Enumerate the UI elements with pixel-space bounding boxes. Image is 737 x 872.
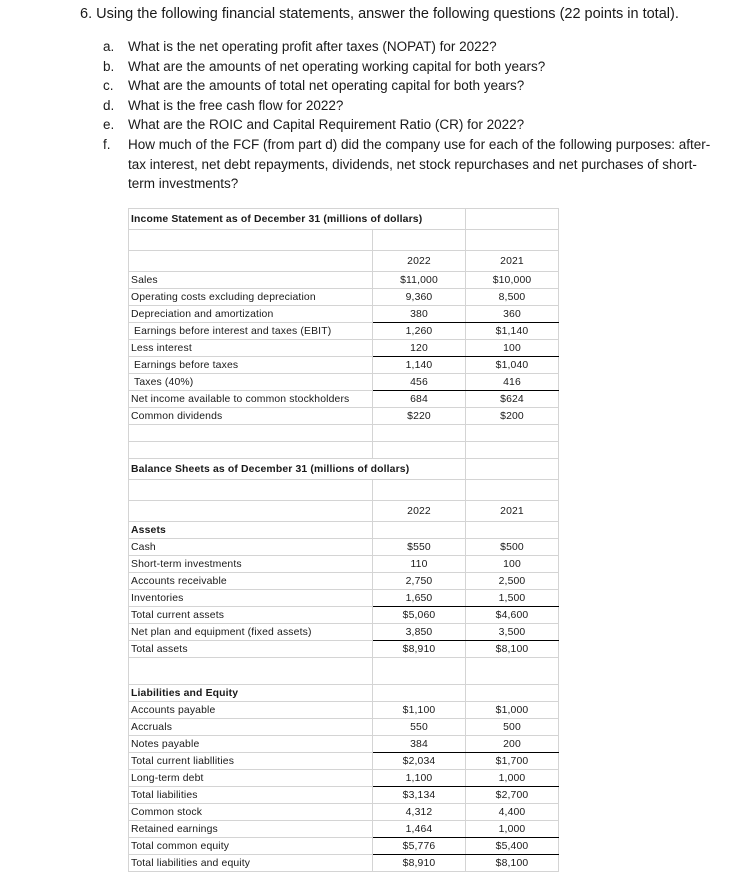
table-row bbox=[129, 821, 559, 838]
year-header-2021: 2021 bbox=[466, 501, 559, 522]
liabilities-heading: Liabilities and Equity bbox=[129, 685, 373, 702]
table-row bbox=[129, 702, 559, 719]
value-2022: $2,034 bbox=[373, 753, 466, 770]
value-2022: 4,312 bbox=[373, 804, 466, 821]
year-header-2021: 2021 bbox=[466, 251, 559, 272]
row-label: Earnings before taxes bbox=[129, 357, 373, 374]
row-label: Accruals bbox=[129, 719, 373, 736]
balance-sheet-title: Balance Sheets as of December 31 (millions of dollars) bbox=[129, 459, 466, 480]
value-2021: $8,100 bbox=[466, 855, 559, 872]
question-item-b bbox=[103, 57, 723, 77]
table-row bbox=[129, 787, 559, 804]
table-row bbox=[129, 340, 559, 357]
empty-cell bbox=[373, 230, 466, 251]
value-2021: $1,140 bbox=[466, 323, 559, 340]
row-label: Retained earnings bbox=[129, 821, 373, 838]
row-label: Total liabilities bbox=[129, 787, 373, 804]
row-label: Total current assets bbox=[129, 607, 373, 624]
row-label: Taxes (40%) bbox=[129, 374, 373, 391]
empty-cell bbox=[466, 685, 559, 702]
row-label: Total liabilities and equity bbox=[129, 855, 373, 872]
value-2022: 384 bbox=[373, 736, 466, 753]
empty-cell bbox=[466, 658, 559, 685]
question-letter: d. bbox=[103, 97, 115, 113]
row-label: Net plan and equipment (fixed assets) bbox=[129, 624, 373, 641]
row-label: Notes payable bbox=[129, 736, 373, 753]
table-row bbox=[129, 590, 559, 607]
value-2022: $8,910 bbox=[373, 855, 466, 872]
row-label: Accounts payable bbox=[129, 702, 373, 719]
table-row bbox=[129, 770, 559, 787]
value-2021: $2,700 bbox=[466, 787, 559, 804]
question-item-d bbox=[103, 96, 723, 116]
value-2022: 1,100 bbox=[373, 770, 466, 787]
table-row bbox=[129, 641, 559, 658]
value-2021: 500 bbox=[466, 719, 559, 736]
row-label: Short-term investments bbox=[129, 556, 373, 573]
table-row bbox=[129, 272, 559, 289]
table-row bbox=[129, 357, 559, 374]
empty-cell bbox=[466, 459, 559, 480]
row-label: Long-term debt bbox=[129, 770, 373, 787]
question-letter: c. bbox=[103, 78, 114, 94]
table-row bbox=[129, 556, 559, 573]
empty-cell bbox=[129, 425, 373, 442]
value-2022: $1,100 bbox=[373, 702, 466, 719]
value-2021: $8,100 bbox=[466, 641, 559, 658]
table-row bbox=[129, 838, 559, 855]
question-text: What are the amounts of total net operating capital for both years? bbox=[128, 78, 525, 94]
table-row bbox=[129, 374, 559, 391]
table-row bbox=[129, 289, 559, 306]
value-2022: $5,060 bbox=[373, 607, 466, 624]
question-item-e bbox=[103, 115, 723, 135]
assets-heading-row bbox=[129, 522, 559, 539]
financial-statements-table bbox=[128, 208, 559, 872]
value-2021: 4,400 bbox=[466, 804, 559, 821]
value-2022: 456 bbox=[373, 374, 466, 391]
value-2022: $550 bbox=[373, 539, 466, 556]
value-2022: $5,776 bbox=[373, 838, 466, 855]
empty-cell bbox=[373, 658, 466, 685]
empty-cell bbox=[129, 442, 373, 459]
table-row bbox=[129, 306, 559, 323]
empty-cell bbox=[373, 522, 466, 539]
row-label: Cash bbox=[129, 539, 373, 556]
question-text: How much of the FCF (from part d) did the company use for each of the following purposes: after-tax interest, net debt repayments, dividends, net stock repurchases and net purchases of short-term investments? bbox=[128, 136, 711, 192]
value-2021: 100 bbox=[466, 556, 559, 573]
empty-cell bbox=[129, 230, 373, 251]
empty-cell bbox=[466, 442, 559, 459]
question-item-c bbox=[103, 76, 723, 96]
value-2022: 1,260 bbox=[373, 323, 466, 340]
empty-cell bbox=[466, 425, 559, 442]
value-2021: 1,000 bbox=[466, 770, 559, 787]
row-label: Net income available to common stockholders bbox=[129, 391, 373, 408]
value-2022: $8,910 bbox=[373, 641, 466, 658]
balance-years-header-row bbox=[129, 501, 559, 522]
value-2022: $220 bbox=[373, 408, 466, 425]
value-2022: $3,134 bbox=[373, 787, 466, 804]
empty-cell bbox=[373, 685, 466, 702]
income-statement-title: Income Statement as of December 31 (millions of dollars) bbox=[129, 209, 466, 230]
table-row bbox=[129, 736, 559, 753]
value-2022: 550 bbox=[373, 719, 466, 736]
empty-cell bbox=[129, 658, 373, 685]
value-2021: $5,400 bbox=[466, 838, 559, 855]
row-label: Depreciation and amortization bbox=[129, 306, 373, 323]
question-text: What is the net operating profit after taxes (NOPAT) for 2022? bbox=[128, 39, 497, 54]
table-row bbox=[129, 323, 559, 340]
row-label: Total current liabllities bbox=[129, 753, 373, 770]
table-row bbox=[129, 408, 559, 425]
value-2022: 1,140 bbox=[373, 357, 466, 374]
blank-row bbox=[129, 658, 559, 685]
value-2021: 1,000 bbox=[466, 821, 559, 838]
question-letter: f. bbox=[103, 136, 111, 152]
question-text: What is the free cash flow for 2022? bbox=[128, 97, 344, 113]
row-label: Sales bbox=[129, 272, 373, 289]
question-letter: e. bbox=[103, 117, 115, 133]
value-2021: $4,600 bbox=[466, 607, 559, 624]
year-header-2022: 2022 bbox=[373, 251, 466, 272]
table-row bbox=[129, 855, 559, 872]
blank-row bbox=[129, 442, 559, 459]
value-2022: 3,850 bbox=[373, 624, 466, 641]
question-item-f bbox=[103, 135, 723, 194]
row-label: Common stock bbox=[129, 804, 373, 821]
empty-cell bbox=[373, 425, 466, 442]
value-2021: $1,000 bbox=[466, 702, 559, 719]
value-2021: 200 bbox=[466, 736, 559, 753]
table-row bbox=[129, 719, 559, 736]
question-text: What are the amounts of net operating working capital for both years? bbox=[128, 58, 546, 74]
value-2021: $200 bbox=[466, 408, 559, 425]
value-2021: 416 bbox=[466, 374, 559, 391]
liabilities-heading-row bbox=[129, 685, 559, 702]
empty-cell bbox=[466, 480, 559, 501]
row-label: Total common equity bbox=[129, 838, 373, 855]
value-2021: $1,040 bbox=[466, 357, 559, 374]
empty-cell bbox=[129, 480, 373, 501]
table-row bbox=[129, 539, 559, 556]
table-row bbox=[129, 391, 559, 408]
row-label: Accounts receivable bbox=[129, 573, 373, 590]
empty-cell bbox=[129, 251, 373, 272]
question-title: 6. Using the following financial statements, answer the following questions (22 points in total). bbox=[80, 6, 679, 22]
empty-cell bbox=[373, 480, 466, 501]
value-2021: $624 bbox=[466, 391, 559, 408]
value-2021: 8,500 bbox=[466, 289, 559, 306]
row-label: Total assets bbox=[129, 641, 373, 658]
question-letter: b. bbox=[103, 58, 115, 74]
row-label: Operating costs excluding depreciation bbox=[129, 289, 373, 306]
value-2022: 9,360 bbox=[373, 289, 466, 306]
row-label: Inventories bbox=[129, 590, 373, 607]
blank-row bbox=[129, 425, 559, 442]
row-label: Common dividends bbox=[129, 408, 373, 425]
table-row bbox=[129, 573, 559, 590]
value-2022: 2,750 bbox=[373, 573, 466, 590]
value-2022: $11,000 bbox=[373, 272, 466, 289]
value-2022: 380 bbox=[373, 306, 466, 323]
value-2021: 100 bbox=[466, 340, 559, 357]
empty-cell bbox=[129, 501, 373, 522]
blank-row bbox=[129, 480, 559, 501]
income-years-header-row bbox=[129, 251, 559, 272]
value-2022: 1,464 bbox=[373, 821, 466, 838]
value-2022: 684 bbox=[373, 391, 466, 408]
value-2022: 110 bbox=[373, 556, 466, 573]
assets-heading: Assets bbox=[129, 522, 373, 539]
blank-row bbox=[129, 230, 559, 251]
table-row bbox=[129, 804, 559, 821]
empty-cell bbox=[373, 442, 466, 459]
row-label: Less interest bbox=[129, 340, 373, 357]
table-row bbox=[129, 624, 559, 641]
income-statement-title-row bbox=[129, 209, 559, 230]
value-2022: 1,650 bbox=[373, 590, 466, 607]
year-header-2022: 2022 bbox=[373, 501, 466, 522]
row-label: Earnings before interest and taxes (EBIT) bbox=[129, 323, 373, 340]
question-list bbox=[103, 37, 723, 194]
table-row bbox=[129, 753, 559, 770]
value-2021: 360 bbox=[466, 306, 559, 323]
question-item-a bbox=[103, 37, 723, 57]
value-2021: 2,500 bbox=[466, 573, 559, 590]
table-row bbox=[129, 607, 559, 624]
value-2021: $500 bbox=[466, 539, 559, 556]
value-2022: 120 bbox=[373, 340, 466, 357]
value-2021: $10,000 bbox=[466, 272, 559, 289]
value-2021: 3,500 bbox=[466, 624, 559, 641]
empty-cell bbox=[466, 230, 559, 251]
question-letter: a. bbox=[103, 39, 115, 54]
value-2021: $1,700 bbox=[466, 753, 559, 770]
balance-sheet-title-row bbox=[129, 459, 559, 480]
empty-cell bbox=[466, 209, 559, 230]
empty-cell bbox=[466, 522, 559, 539]
question-text: What are the ROIC and Capital Requirement Ratio (CR) for 2022? bbox=[128, 117, 525, 133]
value-2021: 1,500 bbox=[466, 590, 559, 607]
